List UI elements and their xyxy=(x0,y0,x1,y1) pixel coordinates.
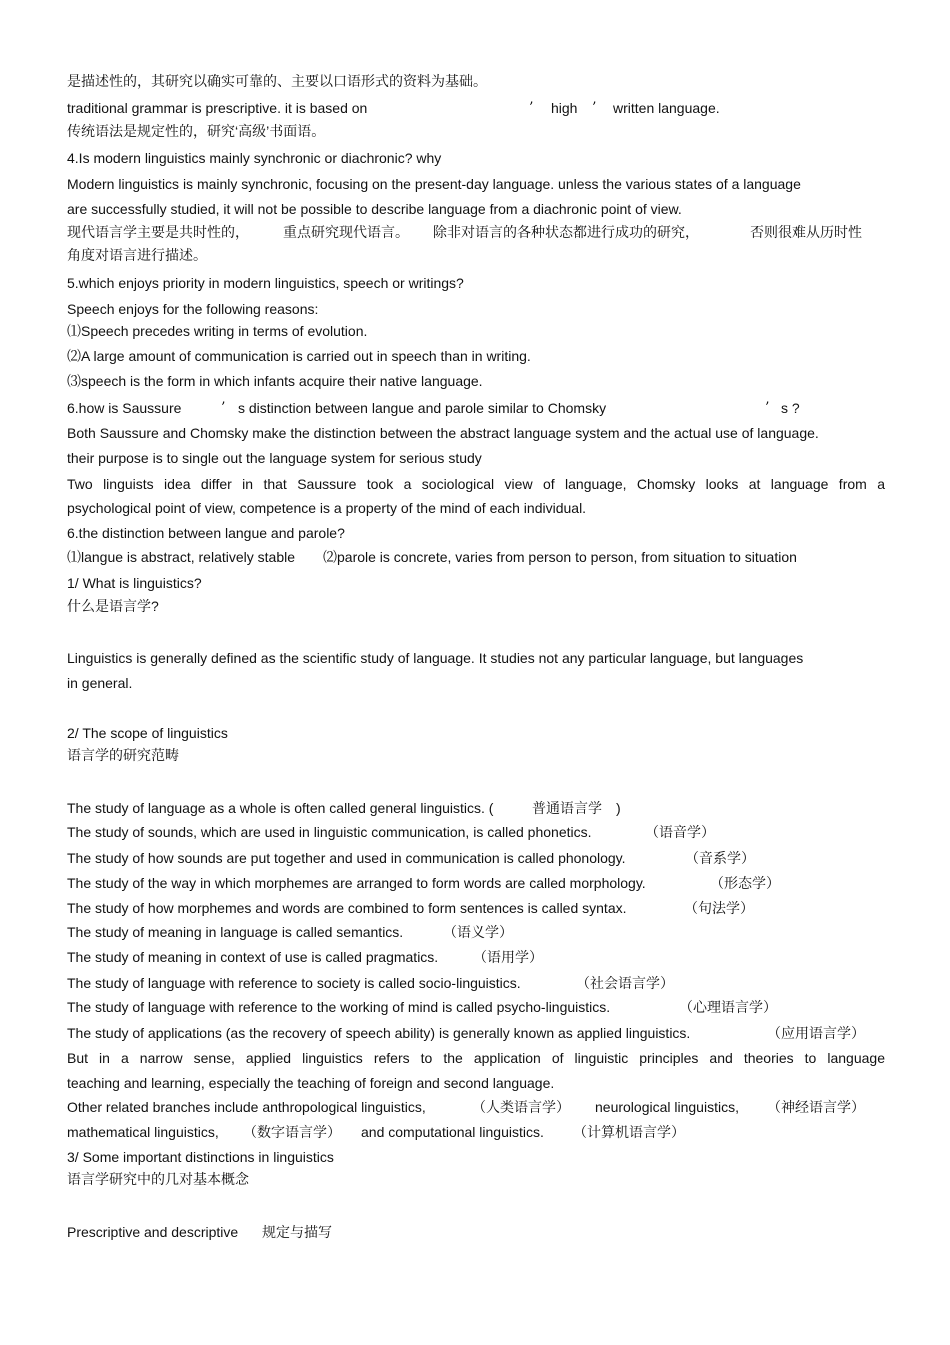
text-line xyxy=(67,1099,885,1115)
text-line: Both Saussure and Chomsky make the distinction between the abstract language system and the actual use of language. xyxy=(67,425,819,441)
text-line xyxy=(67,800,867,816)
text-line: their purpose is to single out the language system for serious study xyxy=(67,450,482,466)
text-segment: 普通语言学 xyxy=(532,800,602,816)
text-line: Linguistics is generally defined as the scientific study of language. It studies not any particular language, but languages xyxy=(67,650,804,666)
text-segment: Other related branches include anthropological linguistics, xyxy=(67,1099,426,1115)
text-segment: ⑵parole is concrete, varies from person to person, from situation to situation xyxy=(323,549,797,565)
text-segment: The study of how morphemes and words are combined to form sentences is called syntax. xyxy=(67,900,627,916)
text-line xyxy=(67,975,867,991)
text-line: Modern linguistics is mainly synchronic, focusing on the present-day language. unless the various states of a language xyxy=(67,176,801,192)
text-segment: （神经语言学） xyxy=(767,1099,865,1115)
section-heading: 3/ Some important distinctions in linguistics xyxy=(67,1149,334,1165)
text-segment: （形态学） xyxy=(710,875,780,891)
text-segment: ⑴langue is abstract, relatively stable xyxy=(67,549,295,565)
text-line: 传统语法是规定性的，研究‘高级’书面语。 xyxy=(67,123,326,139)
section-heading: 语言学研究中的几对基本概念 xyxy=(67,1171,249,1187)
text-segment: The study of language with reference to society is called socio-linguistics. xyxy=(67,975,521,991)
text-segment: （音系学） xyxy=(685,850,755,866)
text-line xyxy=(67,850,867,866)
text-line: are successfully studied, it will not be possible to describe language from a diachronic point of view. xyxy=(67,201,682,217)
text-line: psychological point of view, competence is a property of the mind of each individual. xyxy=(67,500,587,516)
text-segment: The study of meaning in context of use is called pragmatics. xyxy=(67,949,439,965)
text-segment: neurological linguistics, xyxy=(595,1099,739,1115)
text-line: teaching and learning, especially the teaching of foreign and second language. xyxy=(67,1075,555,1091)
text-segment: The study of meaning in language is called semantics. xyxy=(67,924,404,940)
text-segment: ) xyxy=(616,800,621,816)
text-segment: Prescriptive and descriptive xyxy=(67,1224,239,1240)
text-segment: ’ xyxy=(592,100,597,116)
text-segment: The study of how sounds are put together and used in communication is called phonology. xyxy=(67,850,626,866)
text-segment: mathematical linguistics, xyxy=(67,1124,219,1140)
text-line: 是描述性的，其研究以确实可靠的、主要以口语形式的资料为基础。 xyxy=(67,73,487,89)
text-segment: 规定与描写 xyxy=(262,1224,332,1240)
text-segment: The study of language with reference to the working of mind is called psycho-linguistics. xyxy=(67,999,611,1015)
text-segment: （语义学） xyxy=(443,924,513,940)
text-segment: s distinction between langue and parole similar to Chomsky xyxy=(238,400,607,416)
text-line: But in a narrow sense, applied linguistics refers to the application of linguistic principles and theories to language xyxy=(67,1050,885,1066)
text-segment: s ? xyxy=(781,400,800,416)
section-heading: 什么是语言学? xyxy=(67,598,159,614)
text-line xyxy=(67,1025,885,1041)
text-line: Two linguists idea differ in that Saussure took a sociological view of language, Chomsky looks at language from a xyxy=(67,476,885,492)
text-line: 6.the distinction between langue and parole? xyxy=(67,525,345,541)
text-line xyxy=(67,824,867,840)
text-segment: （数字语言学） xyxy=(243,1124,341,1140)
text-line xyxy=(67,1124,867,1140)
text-segment: （社会语言学） xyxy=(576,975,674,991)
text-segment: and computational linguistics. xyxy=(361,1124,544,1140)
list-item: ⑶speech is the form in which infants acquire their native language. xyxy=(67,373,483,389)
text-segment: written language. xyxy=(613,100,720,116)
text-segment: （语音学） xyxy=(645,824,715,840)
text-line xyxy=(67,100,867,116)
text-line: 4.Is modern linguistics mainly synchronic or diachronic? why xyxy=(67,150,442,166)
text-segment: （语用学） xyxy=(473,949,543,965)
text-line xyxy=(67,900,867,916)
text-line xyxy=(67,875,867,891)
text-segment: 除非对语言的各种状态都进行成功的研究， xyxy=(433,224,699,240)
text-segment: ’ xyxy=(221,400,226,416)
text-line xyxy=(67,224,885,240)
text-segment: high xyxy=(551,100,578,116)
text-line: Speech enjoys for the following reasons: xyxy=(67,301,319,317)
subsection-heading xyxy=(67,1224,467,1240)
text-line xyxy=(67,949,867,965)
text-line xyxy=(67,999,867,1015)
text-segment: （计算机语言学） xyxy=(573,1124,685,1140)
text-line xyxy=(67,549,867,565)
text-segment: 现代语言学主要是共时性的， xyxy=(67,224,249,240)
list-item: ⑴Speech precedes writing in terms of evolution. xyxy=(67,323,368,339)
text-line: 5.which enjoys priority in modern linguistics, speech or writings? xyxy=(67,275,464,291)
text-line xyxy=(67,400,867,416)
text-segment: ’ xyxy=(529,100,534,116)
text-segment: The study of language as a whole is often called general linguistics. ( xyxy=(67,800,494,816)
text-line xyxy=(67,924,867,940)
text-segment: （心理语言学） xyxy=(679,999,777,1015)
text-segment: 6.how is Saussure xyxy=(67,400,182,416)
text-segment: （应用语言学） xyxy=(767,1025,865,1041)
text-segment: 重点研究现代语言。 xyxy=(283,224,409,240)
section-heading: 2/ The scope of linguistics xyxy=(67,725,228,741)
text-segment: traditional grammar is prescriptive. it is based on xyxy=(67,100,368,116)
text-segment: The study of applications (as the recovery of speech ability) is generally known as applied linguistics. xyxy=(67,1025,691,1041)
text-segment: The study of sounds, which are used in linguistic communication, is called phonetics. xyxy=(67,824,592,840)
text-segment: （人类语言学） xyxy=(472,1099,570,1115)
text-segment: （句法学） xyxy=(684,900,754,916)
text-line: 角度对语言进行描述。 xyxy=(67,247,207,263)
section-heading: 语言学的研究范畴 xyxy=(67,747,179,763)
text-segment: 否则很难从历时性 xyxy=(750,224,862,240)
text-segment: The study of the way in which morphemes are arranged to form words are called morphology. xyxy=(67,875,646,891)
text-segment: ’ xyxy=(765,400,770,416)
section-heading: 1/ What is linguistics? xyxy=(67,575,202,591)
text-line: in general. xyxy=(67,675,133,691)
list-item: ⑵A large amount of communication is carried out in speech than in writing. xyxy=(67,348,531,364)
